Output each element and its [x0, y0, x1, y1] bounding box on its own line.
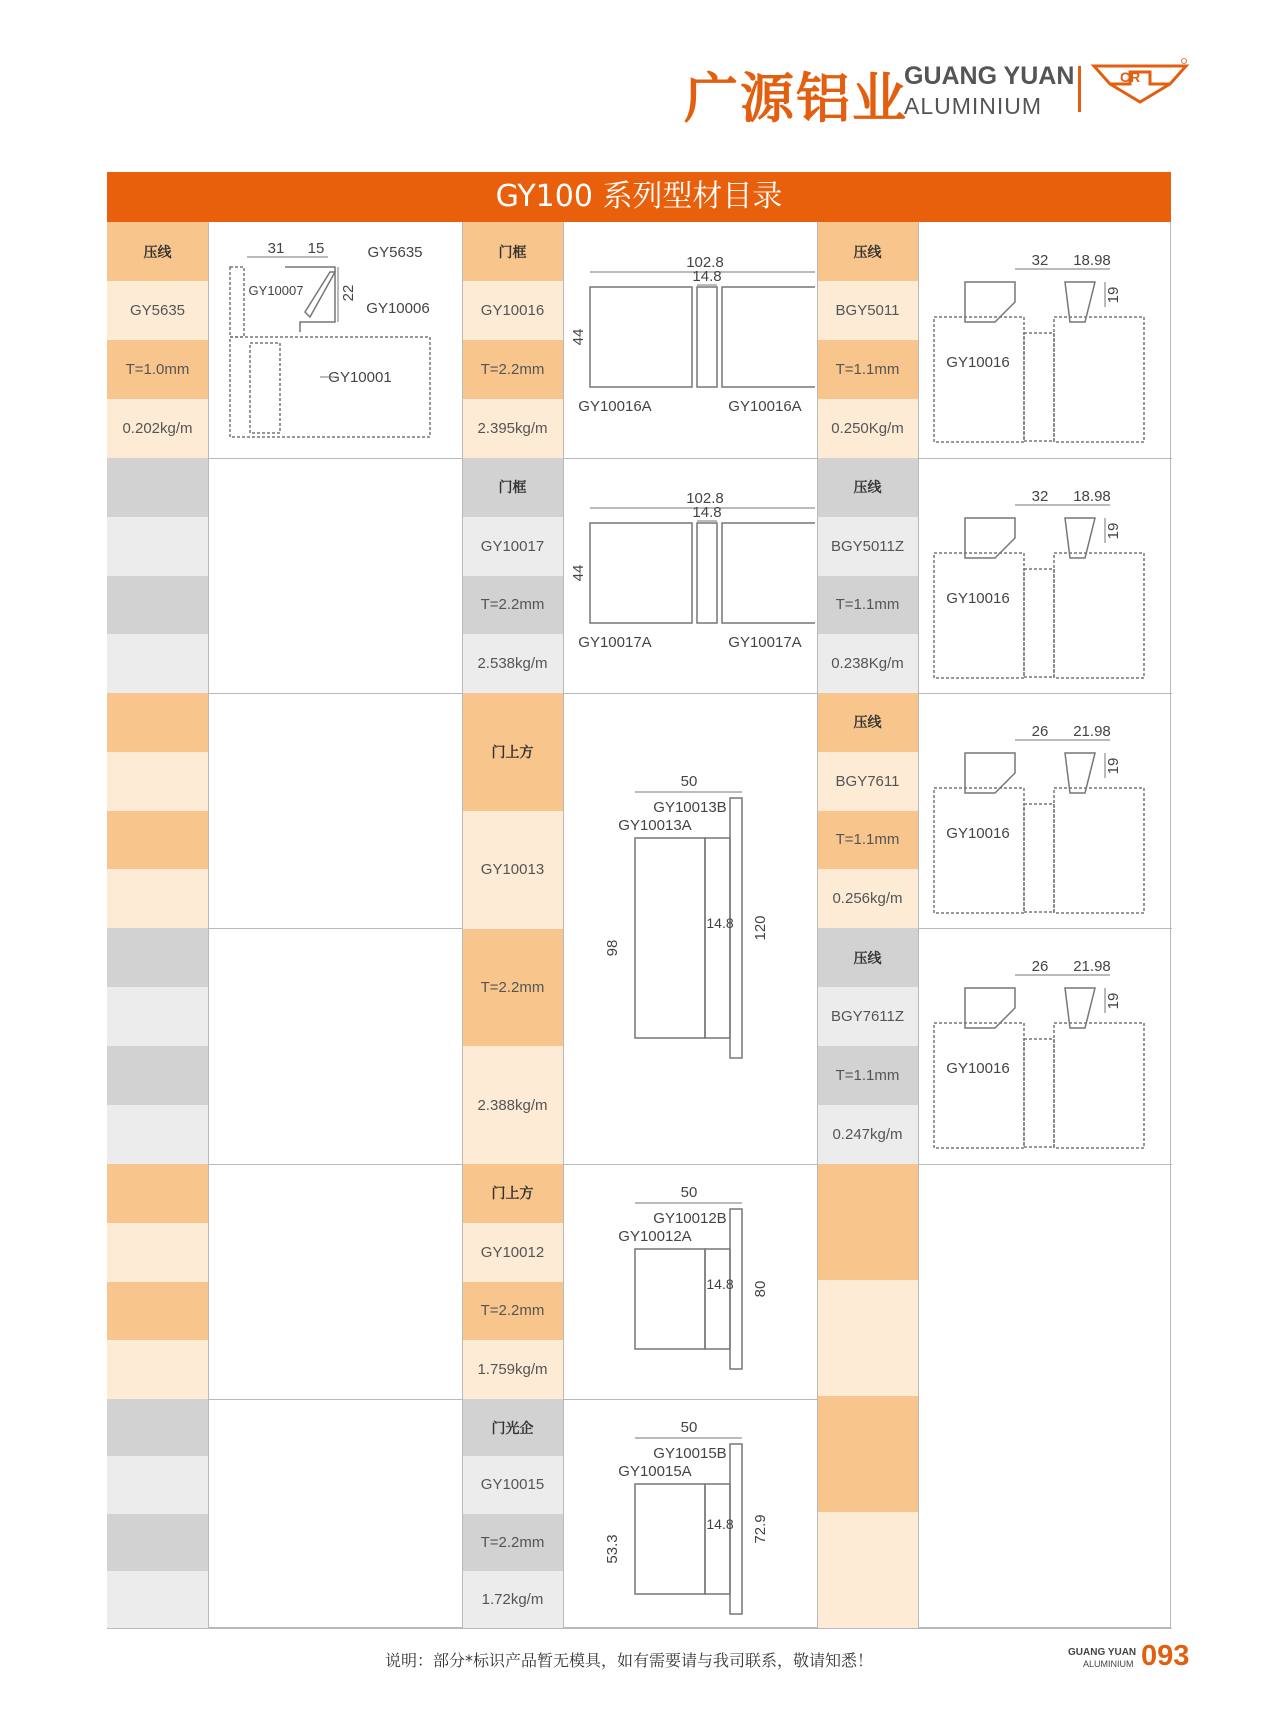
dimension-label: 26 — [1031, 723, 1049, 740]
profile-drawing — [920, 227, 1170, 453]
unit-weight — [107, 634, 208, 693]
part-label: GY10013B — [653, 799, 727, 816]
profile-drawing — [920, 933, 1170, 1159]
profile-drawing — [565, 1404, 815, 1623]
profile-drawing — [565, 1169, 815, 1394]
dimension-label: 50 — [680, 1184, 698, 1201]
dimension-label: 32 — [1031, 252, 1049, 269]
model-number — [107, 987, 208, 1046]
category-label: 门上方 — [462, 693, 563, 811]
wall-thickness: T=1.1mm — [817, 811, 918, 870]
footer-brand-line2: ALUMINIUM — [1083, 1659, 1134, 1669]
model-number — [107, 752, 208, 811]
wall-thickness: T=2.2mm — [462, 340, 563, 399]
category-label: 压线 — [817, 458, 918, 517]
category-label — [107, 928, 208, 987]
wall-thickness: T=2.2mm — [462, 1282, 563, 1341]
category-label — [107, 458, 208, 517]
unit-weight: 2.388kg/m — [462, 1046, 563, 1164]
part-label: GY10016 — [946, 590, 1010, 607]
unit-weight — [817, 1512, 918, 1628]
model-number: BGY7611 — [817, 752, 918, 811]
category-label: 压线 — [817, 928, 918, 987]
row-divider — [462, 1628, 817, 1629]
dimension-label: 14.8 — [706, 1276, 734, 1292]
profile-drawing — [565, 463, 815, 688]
profile-drawing — [210, 227, 460, 453]
profile-drawing — [920, 463, 1170, 688]
wall-thickness: T=2.2mm — [462, 1514, 563, 1571]
dimension-label: 120 — [752, 915, 769, 941]
unit-weight — [107, 869, 208, 928]
dimension-label: 14.8 — [692, 504, 722, 521]
category-label: 门框 — [462, 222, 563, 281]
model-number: BGY7611Z — [817, 987, 918, 1046]
page-title: GY100 系列型材目录 — [495, 179, 783, 214]
part-label: GY5635 — [367, 244, 423, 261]
row-divider — [817, 1628, 1172, 1629]
unit-weight: 1.759kg/m — [462, 1340, 563, 1399]
wall-thickness — [107, 1046, 208, 1105]
category-label — [107, 693, 208, 752]
dimension-label: 21.98 — [1073, 958, 1111, 975]
model-number: BGY5011Z — [817, 517, 918, 576]
model-number: BGY5011 — [817, 281, 918, 340]
footer-brand-line1: GUANG YUAN — [1068, 1647, 1137, 1658]
label-divider — [563, 222, 564, 1628]
wall-thickness: T=1.1mm — [817, 340, 918, 399]
dimension-label: 21.98 — [1073, 723, 1111, 740]
model-number: GY10016 — [462, 281, 563, 340]
dimension-label: 50 — [680, 773, 698, 790]
label-divider — [208, 222, 209, 1628]
part-label: GY10017A — [728, 634, 802, 651]
model-number: GY10012 — [462, 1223, 563, 1282]
part-label: GY10017A — [578, 634, 652, 651]
unit-weight: 0.202kg/m — [107, 399, 208, 458]
dimension-label: 44 — [570, 328, 587, 346]
category-label: 压线 — [817, 693, 918, 752]
footer-note: 说明：部分*标识产品暂无模具，如有需要请与我司联系，敬请知悉！ — [385, 1651, 874, 1670]
dimension-label: 14.8 — [706, 915, 734, 931]
dimension-label: 31 — [267, 240, 285, 257]
dimension-label: 19 — [1105, 992, 1122, 1010]
part-label: GY10016 — [946, 354, 1010, 371]
model-number — [107, 517, 208, 576]
unit-weight: 2.538kg/m — [462, 634, 563, 693]
dimension-label: 19 — [1105, 522, 1122, 540]
category-label: 门框 — [462, 458, 563, 517]
wall-thickness: T=1.1mm — [817, 576, 918, 635]
dimension-label: 19 — [1105, 757, 1122, 775]
model-number: GY10017 — [462, 517, 563, 576]
dimension-label: 50 — [680, 1419, 698, 1436]
brand-name-en-line1: GUANG YUAN — [904, 62, 1075, 90]
dimension-label: 72.9 — [752, 1514, 769, 1544]
part-label: GY10001 — [328, 369, 392, 386]
dimension-label: 44 — [570, 564, 587, 582]
wall-thickness — [107, 811, 208, 870]
dimension-label: 102.8 — [686, 254, 724, 271]
unit-weight — [107, 1571, 208, 1628]
wall-thickness: T=2.2mm — [462, 929, 563, 1047]
dimension-label: 80 — [752, 1280, 769, 1298]
label-divider — [918, 222, 919, 1628]
unit-weight: 2.395kg/m — [462, 399, 563, 458]
dimension-label: 14.8 — [706, 1516, 734, 1532]
part-label: GY10016 — [946, 1060, 1010, 1077]
model-number: GY5635 — [107, 281, 208, 340]
unit-weight: 0.256kg/m — [817, 869, 918, 928]
model-number — [107, 1456, 208, 1513]
part-label: GY10015A — [618, 1463, 692, 1480]
part-label: GY10016A — [578, 398, 652, 415]
wall-thickness — [107, 1282, 208, 1341]
brand-divider — [1078, 66, 1081, 112]
column-divider — [817, 222, 818, 1628]
dimension-label: 98 — [604, 939, 621, 957]
part-label: GY10012B — [653, 1210, 727, 1227]
part-label: GY10015B — [653, 1445, 727, 1462]
column-divider — [462, 222, 463, 1628]
dimension-label: 102.8 — [686, 490, 724, 507]
dimension-label: 32 — [1031, 488, 1049, 505]
part-label: GY10013A — [618, 817, 692, 834]
wall-thickness — [107, 576, 208, 635]
gcr-logo-icon — [1090, 58, 1190, 108]
dimension-label: 19 — [1105, 286, 1122, 304]
model-number — [107, 1223, 208, 1282]
unit-weight: 0.247kg/m — [817, 1105, 918, 1164]
category-label: 压线 — [107, 222, 208, 281]
profile-drawing — [565, 698, 815, 1159]
profile-drawing — [565, 227, 815, 453]
part-label: GY10012A — [618, 1228, 692, 1245]
brand-name-en-line2: ALUMINIUM — [904, 93, 1043, 119]
category-label: 门光企 — [462, 1399, 563, 1456]
dimension-label: 26 — [1031, 958, 1049, 975]
model-number — [817, 1280, 918, 1396]
category-label — [107, 1399, 208, 1456]
category-label — [817, 1164, 918, 1280]
part-label: GY10016 — [946, 825, 1010, 842]
unit-weight: 0.250Kg/m — [817, 399, 918, 458]
wall-thickness — [817, 1396, 918, 1512]
part-label: GY10007 — [248, 283, 304, 298]
dimension-label: 14.8 — [692, 268, 722, 285]
category-label: 压线 — [817, 222, 918, 281]
category-label: 门上方 — [462, 1164, 563, 1223]
part-label: GY10006 — [366, 300, 430, 317]
part-label: GY10016A — [728, 398, 802, 415]
profile-drawing — [920, 698, 1170, 923]
model-number: GY10013 — [462, 811, 563, 929]
wall-thickness: T=1.0mm — [107, 340, 208, 399]
page-number: 093 — [1141, 1640, 1190, 1672]
dimension-label: 15 — [307, 240, 325, 257]
row-divider — [107, 1628, 462, 1629]
dimension-label: 22 — [340, 284, 357, 302]
wall-thickness: T=1.1mm — [817, 1046, 918, 1105]
dimension-label: 18.98 — [1073, 488, 1111, 505]
wall-thickness: T=2.2mm — [462, 576, 563, 635]
unit-weight — [107, 1340, 208, 1399]
unit-weight: 0.238Kg/m — [817, 634, 918, 693]
dimension-label: 53.3 — [604, 1534, 621, 1564]
category-label — [107, 1164, 208, 1223]
dimension-label: 18.98 — [1073, 252, 1111, 269]
brand-name-cn: 广源铝业 — [684, 67, 908, 130]
svg-text:CR: CR — [1120, 69, 1141, 85]
unit-weight: 1.72kg/m — [462, 1571, 563, 1628]
wall-thickness — [107, 1514, 208, 1571]
unit-weight — [107, 1105, 208, 1164]
model-number: GY10015 — [462, 1456, 563, 1513]
